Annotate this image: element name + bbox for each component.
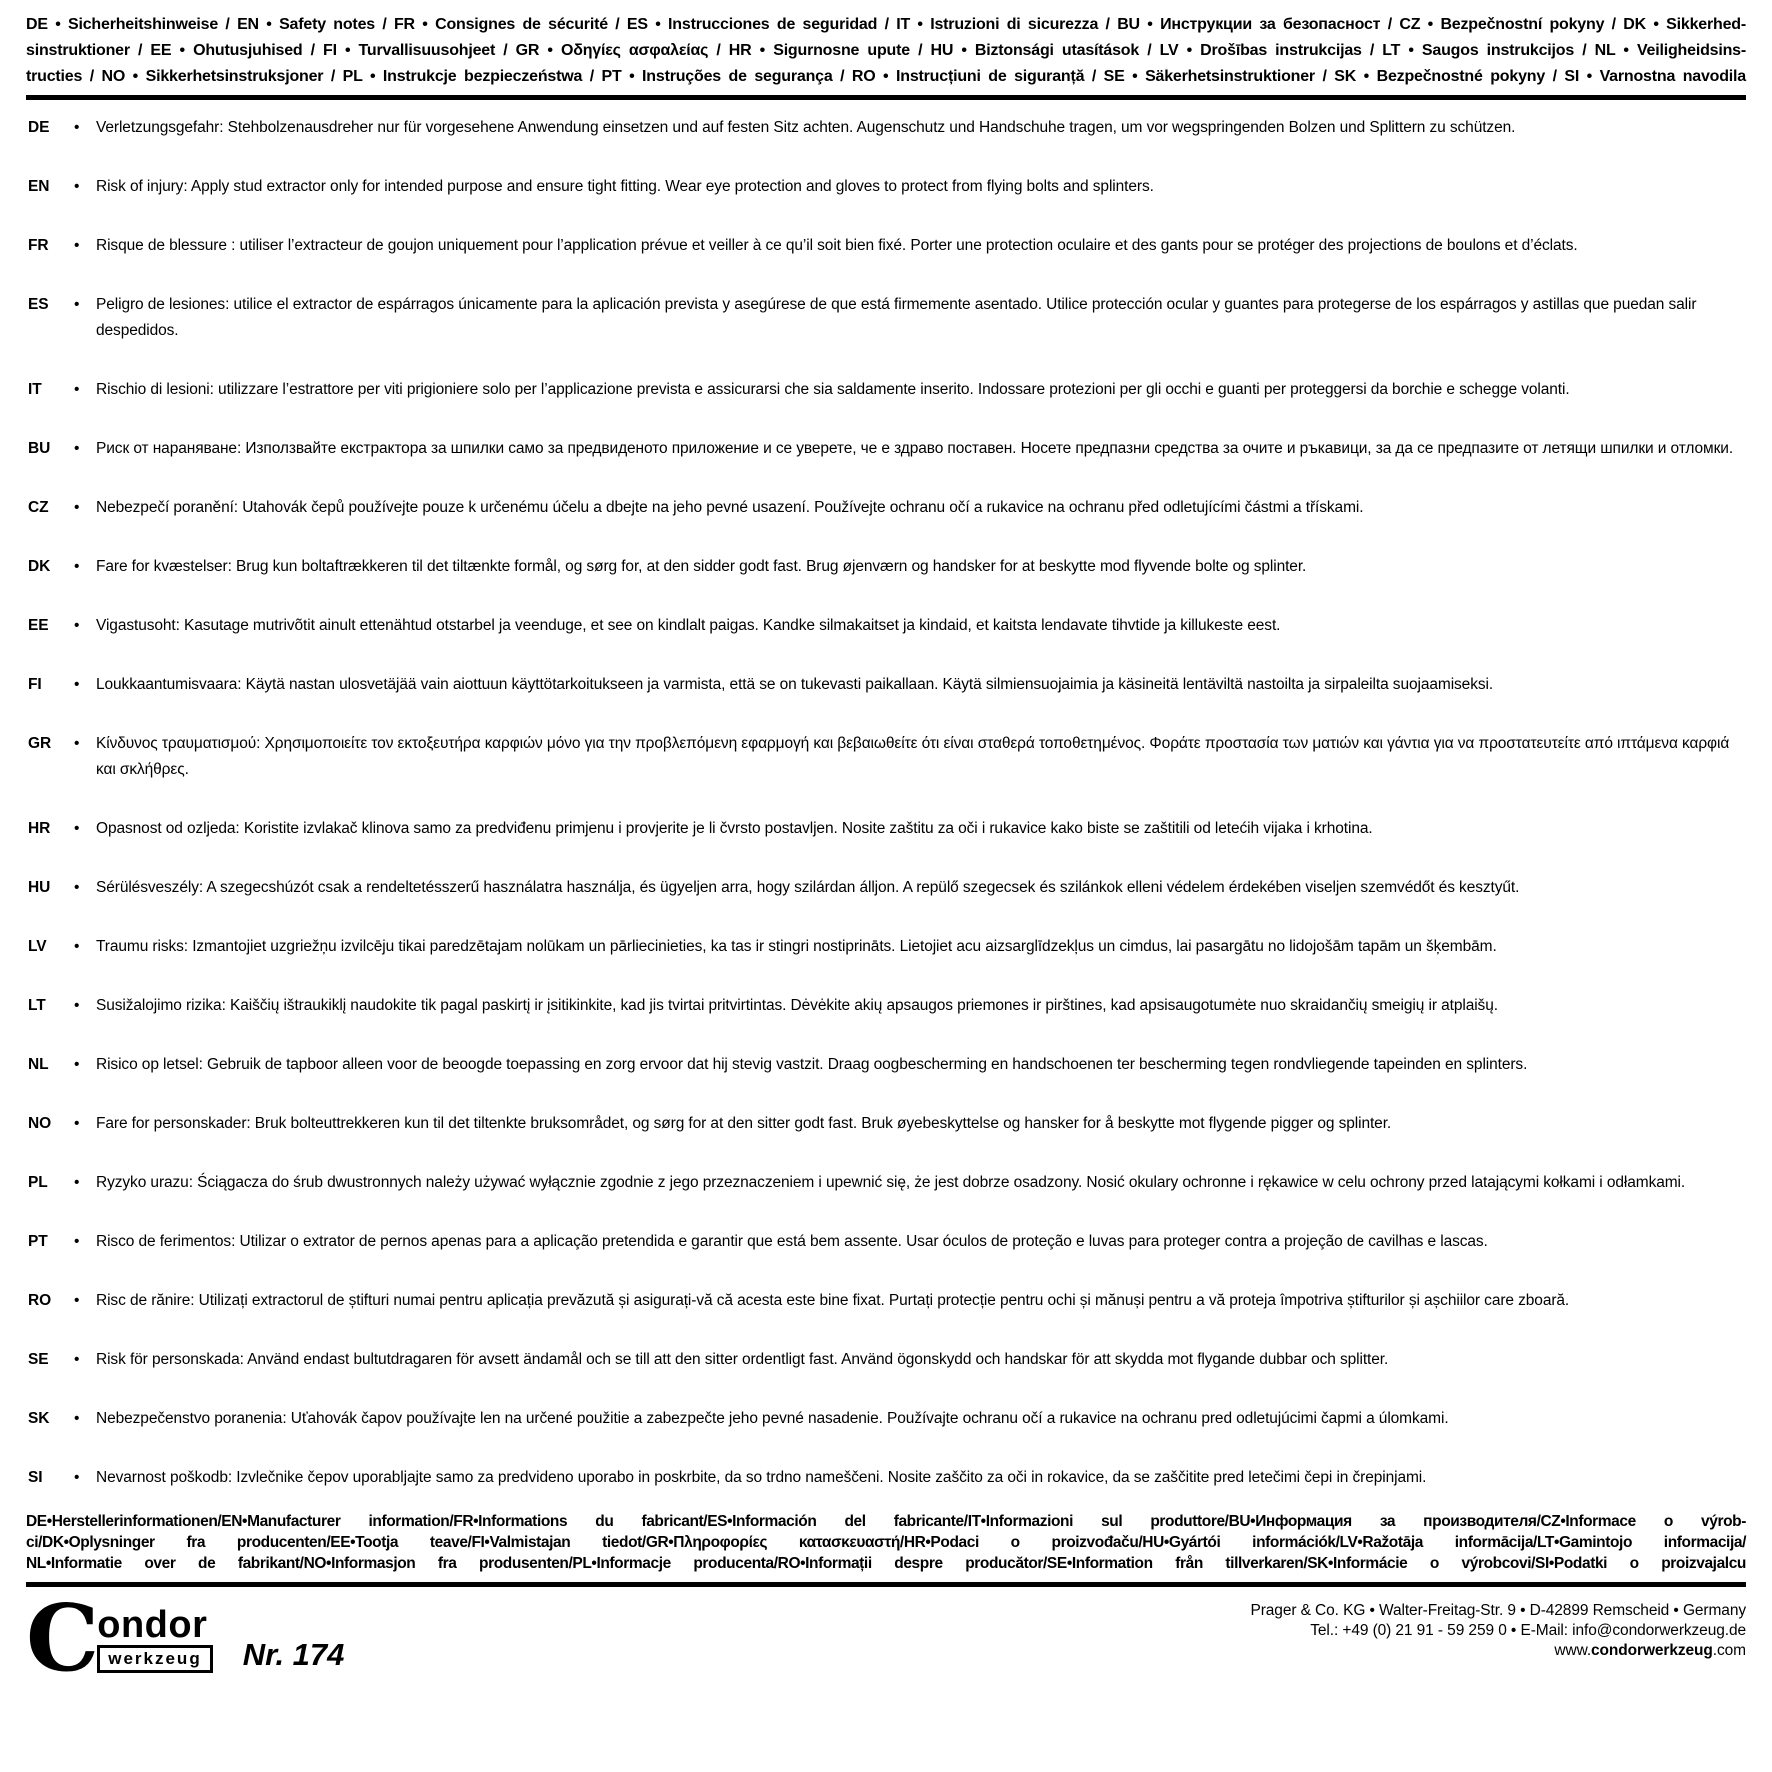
document-header <box>26 12 1746 90</box>
manufacturer-contact <box>1250 1599 1746 1661</box>
safety-note-text: Traumu risks: Izmantojiet uzgriežņu izvilcēju tikai paredzētajam nolūkam un pārliecinieties, ka tas ir stingri nostiprināts. Lietojiet acu aizsarglīdzekļus un cimdus, lai pasargātu no lidojošām tapām un šķembām. <box>96 938 1497 955</box>
safety-note-lt <box>26 993 1746 1019</box>
bullet-icon: • <box>74 558 80 575</box>
language-code: EE <box>28 617 49 634</box>
header-line: DE • Sicherheitshinweise / EN • Safety notes / FR • Consignes de sécurité / ES • Instrucciones de seguridad / IT • Istruzioni di sicurezza / BU • Инструкции за безопасност / CZ • Bezpečnostní pokyny / DK • Sikkerhed- <box>26 16 1746 33</box>
language-code: DK <box>28 558 51 575</box>
safety-note-text: Susižalojimo rizika: Kaiščių ištraukiklį naudokite tik pagal paskirtį ir įsitikinkite, kad jis tvirtai pritvirtintas. Dėvėkite akių apsaugos priemones ir pirštines, kad apsisaugotumėte nuo skraidančių smeigių ir atplaišų. <box>96 997 1498 1014</box>
safety-note-text: Peligro de lesiones: utilice el extractor de espárragos únicamente para la aplicación prevista y asegúrese de que está firmemente asentado. Utilice protección ocular y guantes para protegerse de los espárragos y astillas que puedan salir despedidos. <box>96 296 1697 339</box>
language-code: HU <box>28 879 51 896</box>
footer-divider <box>26 1582 1746 1587</box>
bullet-icon: • <box>74 499 80 516</box>
safety-note-text: Loukkaantumisvaara: Käytä nastan ulosvetäjää vain aiottuun käyttötarkoitukseen ja varmista, että se on tukevasti paikallaan. Käytä silmiensuojaimia ja käsineitä lentäviltä nastoilta ja sirpaleilta suojaamiseksi. <box>96 676 1494 693</box>
language-code: LT <box>28 997 46 1014</box>
language-code: SI <box>28 1469 43 1486</box>
language-code: LV <box>28 938 47 955</box>
bullet-icon: • <box>74 119 80 136</box>
footer <box>26 1584 1746 1692</box>
bullet-icon: • <box>74 1292 80 1309</box>
manufacturer-info-header <box>26 1511 1746 1574</box>
header-line: sinstruktioner / EE • Ohutusjuhised / FI • Turvallisuusohjeet / GR • Οδηγίες ασφαλείας / HR • Sigurnosne upute / HU • Biztonsági utasítások / LV • Drošības instrukcijas / LT • Saugos instrukcijos / NL • Veiligheidsins- <box>26 42 1746 59</box>
language-code: PL <box>28 1174 48 1191</box>
safety-note-text: Risk of injury: Apply stud extractor only for intended purpose and ensure tight fitting. Wear eye protection and gloves to protect from flying bolts and splinters. <box>96 178 1154 195</box>
bullet-icon: • <box>74 1056 80 1073</box>
bullet-icon: • <box>74 1233 80 1250</box>
safety-note-lv <box>26 934 1746 960</box>
safety-note-fr <box>26 233 1746 259</box>
bullet-icon: • <box>74 617 80 634</box>
website-prefix: www. <box>1554 1642 1592 1659</box>
safety-note-it <box>26 377 1746 403</box>
language-code: NL <box>28 1056 49 1073</box>
safety-note-nl <box>26 1052 1746 1078</box>
bullet-icon: • <box>74 440 80 457</box>
safety-note-hr <box>26 816 1746 842</box>
manufacturer-info-line: ci/DK•Oplysninger fra producenten/EE•Tootja teave/FI•Valmistajan tiedot/GR•Πληροφορίες κατασκευαστή/HR•Podaci o proizvođaču/HU•Gyártói információk/LV•Ražotāja informācija/LT•Gamintojo informacija/ <box>26 1534 1746 1551</box>
website-domain: condorwerkzeug <box>1591 1642 1713 1659</box>
safety-note-text: Nebezpečenstvo poranenia: Uťahovák čapov používajte len na určené použitie a zabezpečte jeho pevné nasadenie. Používajte ochranu očí a rukavice na ochranu pred odletujúcimi čapmi a úlomkami. <box>96 1410 1449 1427</box>
product-number: Nr. 174 <box>242 1637 345 1672</box>
bullet-icon: • <box>74 237 80 254</box>
language-code: GR <box>28 735 52 752</box>
safety-note-text: Rischio di lesioni: utilizzare l’estrattore per viti prigioniere solo per l’applicazione prevista e assicurarsi che sia saldamente inserito. Indossare protezioni per gli occhi e guanti per proteggersi da borchie e schegge volanti. <box>96 381 1570 398</box>
website-suffix: .com <box>1712 1642 1746 1659</box>
safety-note-text: Nevarnost poškodb: Izvlečnike čepov uporabljajte samo za predvideno uporabo in poskrbite, da so trdno nameščeni. Nosite zaščito za oči in rokavice, da se zaščitite pred letečimi čepi in črepinjami. <box>96 1469 1427 1486</box>
manufacturer-website <box>1250 1641 1746 1661</box>
safety-note-gr <box>26 731 1746 783</box>
condor-logo-ondor: ondor <box>97 1604 208 1646</box>
safety-note-text: Risk för personskada: Använd endast bultutdragaren för avsett ändamål och se till att den sitter ordentligt fast. Använd ögonskydd och handskar för att skydda mot flygande dubbar och splitter. <box>96 1351 1389 1368</box>
language-code: NO <box>28 1115 52 1132</box>
language-code: IT <box>28 381 42 398</box>
language-code: RO <box>28 1292 52 1309</box>
safety-note-se <box>26 1347 1746 1373</box>
safety-note-si <box>26 1465 1746 1491</box>
safety-note-text: Opasnost od ozljeda: Koristite izvlakač klinova samo za predviđenu primjenu i provjerite je li čvrsto postavljen. Nosite zaštitu za oči i rukavice kako biste se zaštitili od letećih vijaka i krhotina. <box>96 820 1373 837</box>
safety-note-sk <box>26 1406 1746 1432</box>
safety-note-pt <box>26 1229 1746 1255</box>
bullet-icon: • <box>74 1351 80 1368</box>
language-code: ES <box>28 296 49 313</box>
condor-logo-werkzeug: werkzeug <box>97 1645 212 1673</box>
condor-logo <box>26 1584 345 1692</box>
safety-note-text: Risc de rănire: Utilizați extractorul de știfturi numai pentru aplicația prevăzută și asigurați-vă că acesta este bine fixat. Purtați protecție pentru ochi și mănuși pentru a vă proteja împotriva știfturilor și așchiilor care zboară. <box>96 1292 1570 1309</box>
language-code: DE <box>28 119 50 136</box>
safety-note-en <box>26 174 1746 200</box>
manufacturer-info-line: DE•Herstellerinformationen/EN•Manufacturer information/FR•Informations du fabricant/ES•Información del fabricante/IT•Informazioni sul produttore/BU•Информация за производителя/CZ•Informace o výrob- <box>26 1513 1746 1530</box>
language-code: PT <box>28 1233 48 1250</box>
manufacturer-tel-email: Tel.: +49 (0) 21 91 - 59 259 0 • E-Mail: info@condorwerkzeug.de <box>1310 1622 1746 1639</box>
language-code: BU <box>28 440 51 457</box>
safety-note-text: Риск от нараняване: Използвайте екстрактора за шпилки само за предвиденото приложение и се уверете, че е здраво поставен. Носете предпазни средства за очите и ръкавици, за да се предпазите от летящи шпилки и отломки. <box>96 440 1734 457</box>
header-divider <box>26 95 1746 100</box>
manufacturer-address: Prager & Co. KG • Walter-Freitag-Str. 9 • D-42899 Remscheid • Germany <box>1250 1602 1746 1619</box>
safety-note-text: Risico op letsel: Gebruik de tapboor alleen voor de beoogde toepassing en zorg ervoor dat hij stevig vastzit. Draag oogbescherming en handschoenen ter bescherming tegen rondvliegende tapeinden en splinters. <box>96 1056 1528 1073</box>
safety-note-es <box>26 292 1746 344</box>
safety-note-de <box>26 115 1746 141</box>
safety-note-text: Sérülésveszély: A szegecshúzót csak a rendeltetésszerű használatra használja, és ügyeljen arra, hogy szilárdan álljon. A repülő szegecsek és szilánkok elleni védelem érdekében viseljen szemvédőt és kesztyűt. <box>96 879 1520 896</box>
safety-note-pl <box>26 1170 1746 1196</box>
language-code: SK <box>28 1410 50 1427</box>
language-code: FI <box>28 676 42 693</box>
safety-note-text: Risco de ferimentos: Utilizar o extrator de pernos apenas para a aplicação pretendida e garantir que está bem assente. Usar óculos de proteção e luvas para proteger contra a projeção de cavilhas e lascas. <box>96 1233 1488 1250</box>
safety-notes-list <box>26 115 1746 1491</box>
safety-note-text: Nebezpečí poranění: Utahovák čepů používejte pouze k určenému účelu a dbejte na jeho pevné usazení. Používejte ochranu očí a rukavice na ochranu před odletujícími částmi a třískami. <box>96 499 1364 516</box>
manufacturer-info-line: NL•Informatie over de fabrikant/NO•Informasjon fra produsenten/PL•Informacje producenta/RO•Informații despre producător/SE•Information från tillverkaren/SK•Informácie o výrobcovi/SI•Podatki o proizvajalcu <box>26 1555 1746 1572</box>
safety-note-cz <box>26 495 1746 521</box>
bullet-icon: • <box>74 1469 80 1486</box>
bullet-icon: • <box>74 735 80 752</box>
safety-note-text: Ryzyko urazu: Ściągacza do śrub dwustronnych należy używać wyłącznie zgodnie z jego przeznaczeniem i upewnić się, że jest dobrze osadzony. Nosić okulary ochronne i rękawice w celu ochrony przed latającymi kołkami i odłamkami. <box>96 1174 1686 1191</box>
condor-logo-wordmark <box>97 1604 212 1673</box>
safety-note-text: Vigastusoht: Kasutage mutrivõtit ainult ettenähtud otstarbel ja veenduge, et see on kindlalt paigas. Kandke silmakaitset ja kindaid, et kaitsta lendavate tihvtide ja killukeste eest. <box>96 617 1281 634</box>
language-code: CZ <box>28 499 49 516</box>
language-code: FR <box>28 237 49 254</box>
bullet-icon: • <box>74 178 80 195</box>
bullet-icon: • <box>74 1174 80 1191</box>
bullet-icon: • <box>74 1410 80 1427</box>
safety-note-ro <box>26 1288 1746 1314</box>
safety-note-text: Fare for kvæstelser: Brug kun boltaftrækkeren til det tiltænkte formål, og sørg for, at den sidder godt fast. Brug øjenværn og handsker for at beskytte mod flyvende bolte og splinter. <box>96 558 1307 575</box>
language-code: HR <box>28 820 51 837</box>
bullet-icon: • <box>74 296 80 313</box>
language-code: EN <box>28 178 50 195</box>
safety-note-dk <box>26 554 1746 580</box>
bullet-icon: • <box>74 997 80 1014</box>
safety-note-text: Fare for personskader: Bruk bolteuttrekkeren kun til det tiltenkte bruksområdet, og sørg for at den sitter godt fast. Bruk øyebeskyttelse og hansker for å beskytte mot flygende pigger og splinter. <box>96 1115 1392 1132</box>
bullet-icon: • <box>74 820 80 837</box>
safety-note-bu <box>26 436 1746 462</box>
safety-note-no <box>26 1111 1746 1137</box>
header-line: tructies / NO • Sikkerhetsinstruksjoner / PL • Instrukcje bezpieczeństwa / PT • Instruções de segurança / RO • Instrucțiuni de siguranță / SE • Säkerhetsinstruktioner / SK • Bezpečnostné pokyny / SI • Varnostna navodila <box>26 68 1746 85</box>
safety-note-text: Risque de blessure : utiliser l’extracteur de goujon uniquement pour l’application prévue et veiller à ce qu’il soit bien fixé. Porter une protection oculaire et des gants pour se protéger des projections de boulons et d’éclats. <box>96 237 1578 254</box>
language-code: SE <box>28 1351 49 1368</box>
safety-note-hu <box>26 875 1746 901</box>
bullet-icon: • <box>74 676 80 693</box>
safety-note-fi <box>26 672 1746 698</box>
bullet-icon: • <box>74 1115 80 1132</box>
condor-logo-c: C <box>26 1584 96 1692</box>
bullet-icon: • <box>74 938 80 955</box>
safety-note-text: Κίνδυνος τραυματισμού: Χρησιμοποιείτε τον εκτοξευτήρα καρφιών μόνο για την προβλεπόμενη εφαρμογή και βεβαιωθείτε ότι είναι σταθερά τοποθετημένος. Φοράτε προστασία των ματιών και γάντια για να προστατευτείτε από ιπτάμενα καρφιά και σκλήθρες. <box>96 735 1730 778</box>
safety-note-text: Verletzungsgefahr: Stehbolzenausdreher nur für vorgesehene Anwendung einsetzen und auf festen Sitz achten. Augenschutz und Handschuhe tragen, um vor wegspringenden Bolzen und Splittern zu schützen. <box>96 119 1516 136</box>
bullet-icon: • <box>74 381 80 398</box>
safety-note-ee <box>26 613 1746 639</box>
bullet-icon: • <box>74 879 80 896</box>
